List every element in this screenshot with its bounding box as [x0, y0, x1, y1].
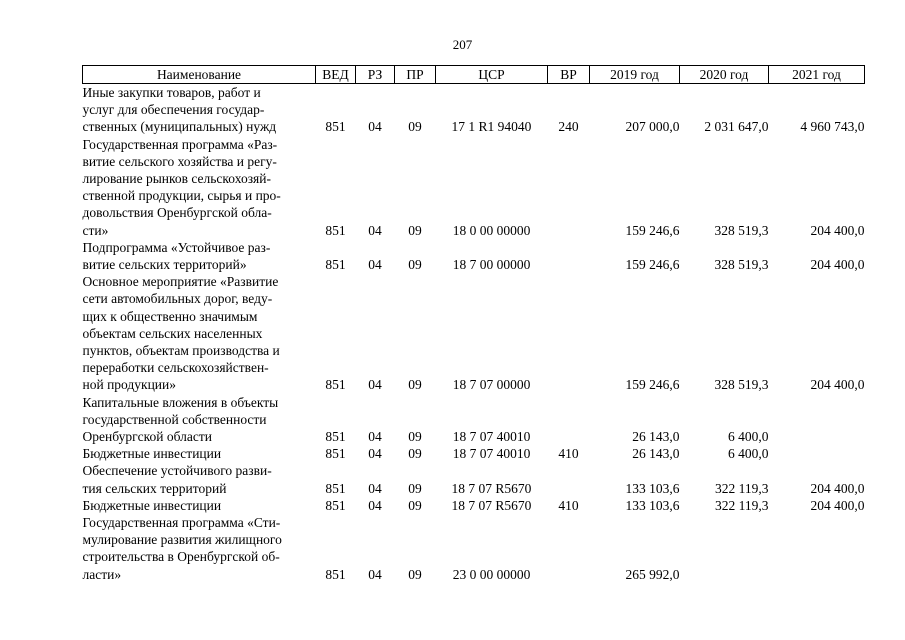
- row-2019: 159 246,6: [625, 257, 680, 273]
- row-2020: 322 119,3: [715, 480, 769, 496]
- row-2019: 26 143,0: [632, 446, 680, 462]
- row-2021: 204 400,0: [810, 222, 865, 238]
- header-pr: ПР: [395, 66, 436, 84]
- row-ved: 851: [325, 566, 346, 582]
- table-row: [83, 239, 865, 273]
- row-2019: 26 143,0: [632, 429, 680, 445]
- row-name: Основное мероприятие «Развитие сети автомобильных дорог, веду- щих к общественно значимым объектам сельских населенных пунктов, объектам производства и переработки сельскохозяйствен- ной продукции»: [82, 274, 280, 393]
- row-pr: 09: [408, 429, 422, 445]
- row-pr: 09: [408, 497, 422, 513]
- row-name: Обеспечение устойчивого разви- тия сельских территорий: [82, 463, 272, 496]
- row-vr: [548, 239, 590, 273]
- header-ved: ВЕД: [316, 66, 356, 84]
- row-ved: 851: [325, 222, 346, 238]
- row-2021: 204 400,0: [810, 480, 865, 496]
- row-2019: 133 103,6: [625, 480, 680, 496]
- row-csr: 18 7 07 R5670: [451, 480, 532, 496]
- row-csr: 23 0 00 00000: [452, 566, 531, 582]
- row-2020: 328 519,3: [714, 257, 769, 273]
- row-pr: 09: [408, 566, 422, 582]
- header-rz: РЗ: [356, 66, 395, 84]
- row-vr: [548, 514, 590, 583]
- row-2020: 6 400,0: [728, 429, 769, 445]
- row-ved: 851: [325, 257, 346, 273]
- row-pr: 09: [408, 119, 422, 135]
- row-vr: 240: [558, 119, 579, 135]
- table-row: [83, 497, 865, 514]
- row-ved: 851: [325, 497, 346, 513]
- row-2021: [769, 445, 865, 462]
- table-header-row: [83, 66, 865, 84]
- table-row: [83, 273, 865, 393]
- page-number: 207: [452, 37, 473, 52]
- row-vr: [548, 273, 590, 393]
- row-pr: 09: [408, 222, 422, 238]
- row-vr: [548, 394, 590, 446]
- row-rz: 04: [368, 497, 382, 513]
- row-2020: 328 519,3: [714, 222, 769, 238]
- row-csr: 17 1 R1 94040: [451, 119, 532, 135]
- row-2020: [680, 514, 769, 583]
- row-rz: 04: [368, 222, 382, 238]
- row-pr: 09: [408, 446, 422, 462]
- row-pr: 09: [408, 257, 422, 273]
- row-name: Иные закупки товаров, работ и услуг для обеспечения государ- ственных (муниципальных) нужд: [82, 85, 277, 135]
- row-2021: [769, 394, 865, 446]
- row-rz: 04: [368, 566, 382, 582]
- row-ved: 851: [325, 429, 346, 445]
- row-rz: 04: [368, 257, 382, 273]
- row-csr: 18 7 00 00000: [452, 257, 531, 273]
- row-ved: 851: [325, 377, 346, 393]
- row-rz: 04: [368, 446, 382, 462]
- row-2020: 2 031 647,0: [704, 119, 769, 135]
- row-csr: 18 7 07 40010: [452, 429, 531, 445]
- row-name: Государственная программа «Сти- мулирование развития жилищного строительства в Оренбургской об- ласти»: [82, 515, 282, 582]
- table-row: [83, 394, 865, 446]
- row-vr: [548, 462, 590, 496]
- row-name: Подпрограмма «Устойчивое раз- витие сельских территорий»: [82, 239, 271, 273]
- row-vr: 410: [558, 497, 579, 513]
- row-csr: 18 7 07 00000: [452, 377, 531, 393]
- table-row: [83, 514, 865, 583]
- row-2019: 159 246,6: [625, 377, 680, 393]
- row-2020: 322 119,3: [715, 497, 769, 513]
- row-rz: 04: [368, 429, 382, 445]
- row-ved: 851: [325, 446, 346, 462]
- row-csr: 18 0 00 00000: [452, 222, 531, 238]
- row-pr: 09: [408, 480, 422, 496]
- row-2019: 207 000,0: [625, 119, 680, 135]
- row-rz: 04: [368, 377, 382, 393]
- row-name: Капитальные вложения в объекты государственной собственности Оренбургской области: [82, 394, 279, 445]
- table-row: [83, 136, 865, 239]
- row-csr: 18 7 07 R5670: [451, 497, 532, 513]
- row-name: Государственная программа «Раз- витие сельского хозяйства и регу- лирование рынков сельскохозяй- ственной продукции, сырья и про- довольствия Оренбургской обла- сти»: [82, 136, 281, 238]
- row-2020: 328 519,3: [714, 377, 769, 393]
- row-2021: 204 400,0: [810, 257, 865, 273]
- row-2019: 265 992,0: [625, 566, 680, 582]
- header-2019: 2019 год: [590, 66, 680, 84]
- row-rz: 04: [368, 119, 382, 135]
- row-2021: [769, 514, 865, 583]
- header-2020: 2020 год: [680, 66, 769, 84]
- row-vr: [548, 136, 590, 239]
- table-row: [83, 462, 865, 496]
- row-rz: 04: [368, 480, 382, 496]
- row-ved: 851: [325, 480, 346, 496]
- row-name: Бюджетные инвестиции: [82, 497, 222, 513]
- row-vr: 410: [558, 446, 579, 462]
- row-csr: 18 7 07 40010: [452, 446, 531, 462]
- table-row: [83, 84, 865, 136]
- header-name: Наименование: [83, 66, 316, 84]
- table-row: [83, 445, 865, 462]
- row-name: Бюджетные инвестиции: [82, 446, 222, 462]
- row-2020: 6 400,0: [728, 446, 769, 462]
- row-ved: 851: [325, 119, 346, 135]
- row-2021: 4 960 743,0: [800, 119, 865, 135]
- header-csr: ЦСР: [436, 66, 548, 84]
- row-2019: 133 103,6: [625, 497, 680, 513]
- header-vr: ВР: [548, 66, 590, 84]
- row-2021: 204 400,0: [810, 497, 865, 513]
- row-2019: 159 246,6: [625, 222, 680, 238]
- budget-table: [82, 65, 865, 583]
- header-2021: 2021 год: [769, 66, 865, 84]
- row-pr: 09: [408, 377, 422, 393]
- row-2021: 204 400,0: [810, 377, 865, 393]
